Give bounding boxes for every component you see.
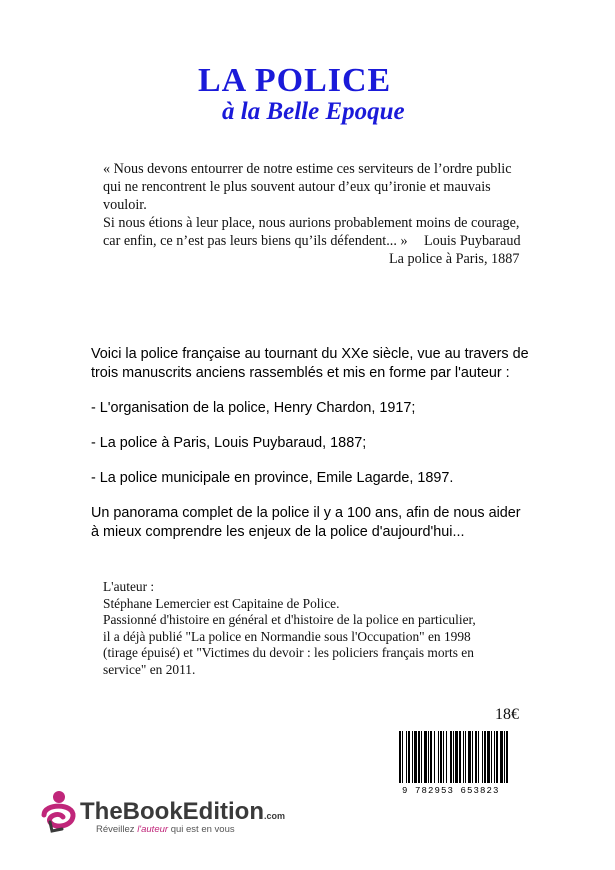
blurb-list-item: - L'organisation de la police, Henry Chardon, 1917; <box>91 400 416 416</box>
quote-line: « Nous devons entourrer de notre estime ces serviteurs de l’ordre public <box>103 161 512 177</box>
quote-line: Si nous étions à leur place, nous aurions probablement moins de courage, <box>103 215 520 231</box>
barcode-bar <box>472 731 473 783</box>
price-label: 18€ <box>495 706 519 723</box>
barcode-bar <box>478 731 479 783</box>
barcode-bar <box>430 731 432 783</box>
person-swirl-icon <box>38 789 78 838</box>
cover-title: LA POLICE <box>198 62 392 99</box>
barcode-bar <box>475 731 477 783</box>
logo-dotcom: .com <box>264 811 286 821</box>
blurb-intro-line: Voici la police française au tournant du XXe siècle, vue au travers de <box>91 346 529 362</box>
barcode-bar <box>494 731 495 783</box>
logo-book: BookEdition <box>122 798 264 825</box>
author-bio <box>103 579 513 679</box>
barcode-bar <box>496 731 498 783</box>
tagline-accent: l'auteur <box>137 824 169 835</box>
barcode-bar <box>399 731 401 783</box>
barcode-bar <box>465 731 466 783</box>
barcode-bar <box>459 731 461 783</box>
isbn-digits: 9 782953 653823 <box>402 786 500 796</box>
barcode-bar <box>440 731 442 783</box>
publisher-tagline <box>96 824 235 835</box>
author-bio-line: service" en 2011. <box>103 661 196 677</box>
blurb-list-item: - La police à Paris, Louis Puybaraud, 1887; <box>91 435 367 451</box>
quote-source: La police à Paris, 1887 <box>389 251 520 267</box>
barcode-bar <box>500 731 503 783</box>
barcode-bar <box>504 731 505 783</box>
author-bio-line: Passionné d'histoire en général et d'histoire de la police en particulier, <box>103 612 476 628</box>
barcode-bar <box>402 731 403 783</box>
barcode-bar <box>421 731 422 783</box>
barcode-bar <box>424 731 427 783</box>
author-bio-line: (tirage épuisé) et "Victimes du devoir : les policiers français morts en <box>103 645 474 661</box>
back-cover-blurb <box>91 345 531 542</box>
quote-author: Louis Puybaraud <box>424 233 521 249</box>
barcode-bar <box>506 731 508 783</box>
author-bio-line: il a déjà publié "La police en Normandie sous l'Occupation" en 1998 <box>103 628 471 644</box>
barcode-bar <box>450 731 452 783</box>
barcode-bar <box>455 731 458 783</box>
barcode-bar <box>487 731 490 783</box>
quote-line: qui ne rencontrent le plus souvent autour d’eux qu’ironie et mauvais vouloir. <box>103 179 491 213</box>
barcode-bars <box>395 729 527 787</box>
quote-line: car enfin, ce n’est pas leurs biens qu’ils défendent... » <box>103 233 408 249</box>
blurb-closing-line: à mieux comprendre les enjeux de la police d'aujourd'hui... <box>91 524 465 540</box>
barcode-bar <box>453 731 454 783</box>
author-bio-line: Stéphane Lemercier est Capitaine de Police. <box>103 595 340 611</box>
barcode-bar <box>468 731 471 783</box>
blurb-intro-line: trois manuscrits anciens rassemblés et mis en forme par l'auteur : <box>91 365 510 381</box>
barcode-bar <box>412 731 413 783</box>
barcode-bar <box>482 731 483 783</box>
barcode-bar <box>446 731 447 783</box>
barcode-bar <box>406 731 407 783</box>
logo-the: The <box>80 798 123 825</box>
barcode-bar <box>434 731 435 783</box>
barcode-bar <box>491 731 492 783</box>
barcode-bar <box>428 731 429 783</box>
barcode-bar <box>438 731 439 783</box>
barcode-bar <box>443 731 444 783</box>
tagline-pre: Réveillez <box>96 824 138 835</box>
barcode-bar <box>414 731 417 783</box>
cover-subtitle: à la Belle Epoque <box>222 98 405 125</box>
author-bio-heading: L'auteur : <box>103 579 155 594</box>
barcode-bar <box>463 731 464 783</box>
blurb-list-item: - La police municipale en province, Emile Lagarde, 1897. <box>91 470 454 486</box>
tagline-post: qui est en vous <box>168 824 235 835</box>
blurb-closing-line: Un panorama complet de la police il y a 100 ans, afin de nous aider <box>91 505 521 521</box>
barcode-bar <box>408 731 410 783</box>
barcode-bar <box>418 731 420 783</box>
barcode-bar <box>484 731 486 783</box>
